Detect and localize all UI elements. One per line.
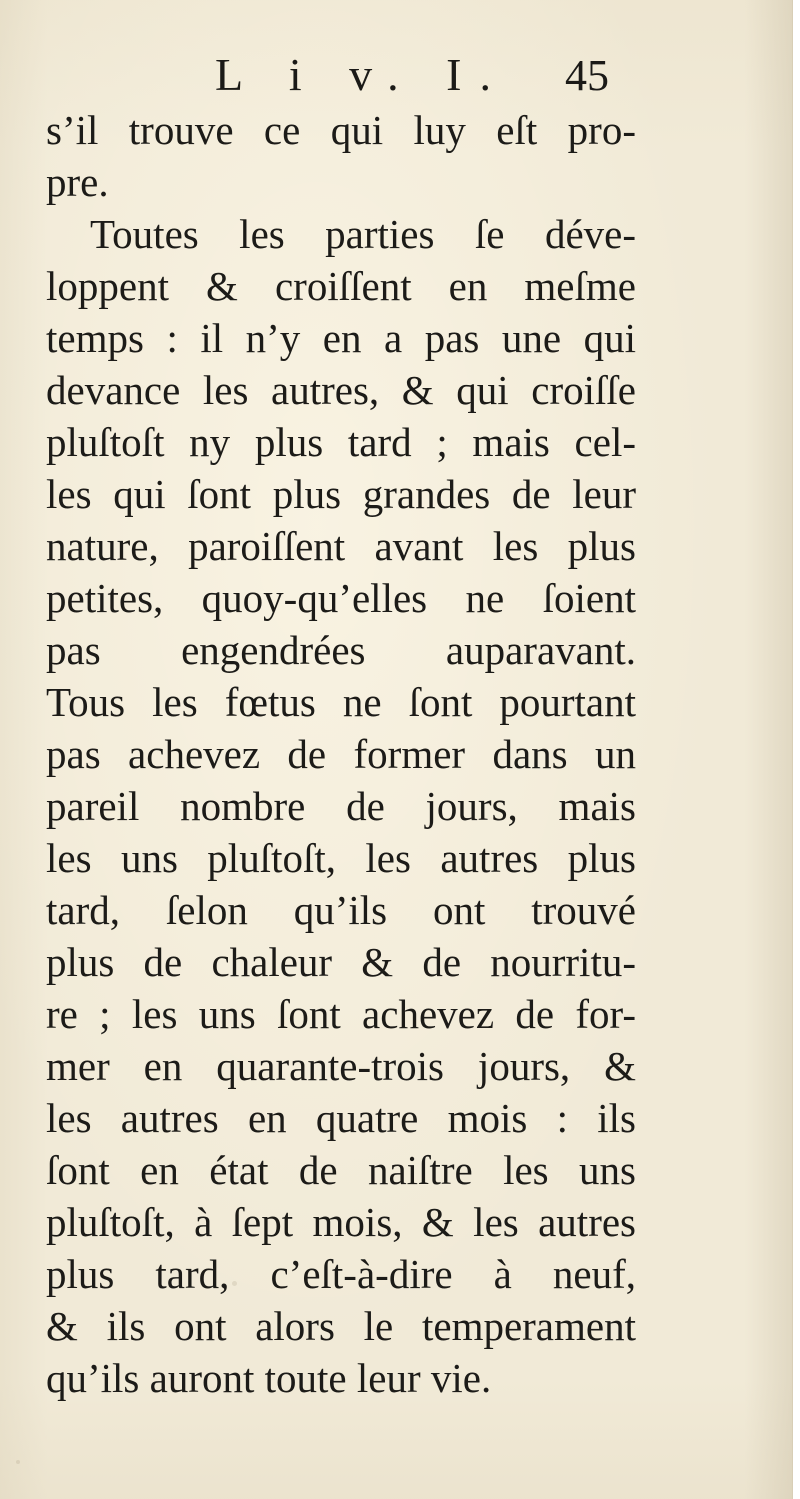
paper-foxing-spot (16, 1460, 20, 1464)
text-line: les uns pluſtoſt, les autres plus (46, 835, 636, 881)
text-line: s’il trouve ce qui luy eſt pro- (46, 107, 636, 153)
page-header (60, 48, 660, 108)
text-line: mer en quarante-trois jours, & (46, 1043, 636, 1089)
text-line: pas engendrées auparavant. (46, 627, 636, 673)
text-line: pluſtoſt ny plus tard ; mais cel- (46, 419, 636, 465)
text-line: ſont en état de naiſtre les uns (46, 1147, 636, 1193)
text-line: Toutes les parties ſe déve- (90, 211, 636, 257)
text-line: plus de chaleur & de nourritu- (46, 939, 636, 985)
running-title: L i v. I. (215, 49, 510, 100)
text-line: plus tard, c’eſt-à-dire à neuf, (46, 1251, 636, 1297)
scan-margin (793, 0, 800, 1499)
text-line: re ; les uns ſont achevez de for- (46, 991, 636, 1037)
text-line: pareil nombre de jours, mais (46, 783, 636, 829)
body-text (46, 104, 636, 1404)
text-line: nature, paroiſſent avant les plus (46, 523, 636, 569)
text-line: pluſtoſt, à ſept mois, & les autres (46, 1199, 636, 1245)
text-line: temps : il n’y en a pas une qui (46, 315, 636, 361)
text-line: petites, quoy-qu’elles ne ſoient (46, 575, 636, 621)
text-line: pas achevez de former dans un (46, 731, 636, 777)
text-line: loppent & croiſſent en meſme (46, 263, 636, 309)
text-line: Tous les fœtus ne ſont pourtant (46, 679, 636, 725)
text-line: les qui ſont plus grandes de leur (46, 471, 636, 517)
text-line: devance les autres, & qui croiſſe (46, 367, 636, 413)
text-line: & ils ont alors le temperament (46, 1303, 636, 1349)
text-line: pre. (46, 159, 109, 205)
text-line: les autres en quatre mois : ils (46, 1095, 636, 1141)
page-number: 45 (565, 51, 609, 100)
text-line: tard, ſelon qu’ils ont trouvé (46, 887, 636, 933)
text-line: qu’ils auront toute leur vie. (46, 1355, 492, 1401)
